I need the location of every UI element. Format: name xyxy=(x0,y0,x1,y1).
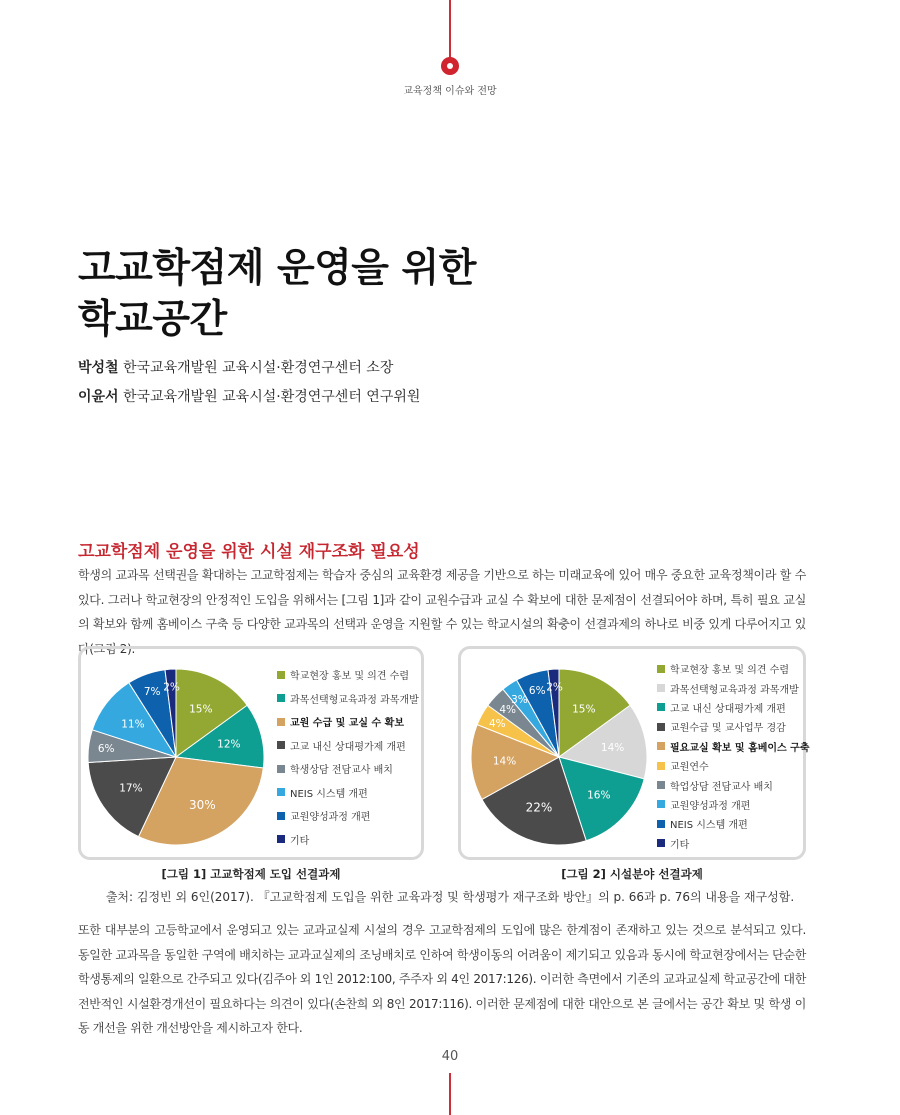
chart1-slice-label-1: 12% xyxy=(217,738,241,751)
section-heading: 고교학점제 운영을 위한 시설 재구조화 필요성 xyxy=(78,542,420,562)
chart2-legend-swatch-4 xyxy=(657,742,665,750)
figure-2-legend xyxy=(657,659,810,853)
chart2-legend-item-2 xyxy=(657,698,810,717)
author-2 xyxy=(78,386,420,406)
chart2-legend-item-3 xyxy=(657,717,810,736)
chart1-legend-item-6 xyxy=(277,804,419,828)
chart1-legend-item-5 xyxy=(277,781,419,805)
chart1-slice-label-4: 6% xyxy=(97,743,115,756)
chart1-slice-label-7: 2% xyxy=(163,681,180,694)
chart2-legend-swatch-5 xyxy=(657,762,665,770)
chart1-legend-swatch-1 xyxy=(277,694,285,702)
figure-2-box xyxy=(458,646,810,860)
chart1-slice-label-3: 17% xyxy=(119,782,143,795)
chart1-legend-swatch-2 xyxy=(277,718,285,726)
chart2-slice-label-9: 2% xyxy=(546,681,563,694)
author-1-affiliation: 한국교육개발원 교육시설·환경연구센터 소장 xyxy=(123,360,394,376)
chart1-slice-label-0: 15% xyxy=(189,703,213,716)
chart2-legend-item-5 xyxy=(657,756,810,775)
chart1-slice-label-2: 30% xyxy=(188,797,216,812)
chart1-legend-label-2: 교원 수급 및 교실 수 확보 xyxy=(290,718,405,730)
title-line-2: 학교공간 xyxy=(78,296,227,342)
chart1-legend-label-0: 학교현장 홍보 및 의견 수렴 xyxy=(290,671,409,683)
paragraph-1: 학생의 교과목 선택권을 확대하는 고교학점제는 학습자 중심의 교육환경 제공을 기반으로 하는 미래교육에 있어 매우 중요한 교육정책이라 할 수 있다. 그러나 학교현장의 안정적인 도입을 위해서는 [그림 1]과 같이 교원수급과 교실 수 확보에 대한 문제점이 선결되어야 하며, 특히 필요 교실의 확보와 함께 홈베이스 구축 등 다양한 교과목의 선택과 운영을 지원할 수 있는 학교시설의 확충이 선결과제의 하나로 비중 있게 다루어지고 있다(그림 2). xyxy=(78,568,806,656)
chart2-legend-swatch-0 xyxy=(657,665,665,673)
title-line-1: 고교학점제 운영을 위한 xyxy=(78,245,476,291)
figure-source: 출처: 김정빈 외 6인(2017). 『고교학점제 도입을 위한 교육과정 및 학생평가 재구조화 방안』의 p. 66과 p. 76의 내용을 재구성함. xyxy=(105,890,795,904)
chart2-legend-label-3: 교원수급 및 교사업무 경감 xyxy=(670,723,786,735)
chart1-legend-swatch-5 xyxy=(277,788,285,796)
chart2-legend-swatch-8 xyxy=(657,820,665,828)
chart2-legend-label-6: 학업상담 전담교사 배치 xyxy=(670,781,773,793)
chart2-legend-item-1 xyxy=(657,678,810,697)
chart2-slice-label-0: 15% xyxy=(572,703,596,716)
article-title xyxy=(78,243,476,345)
bottom-accent-line xyxy=(449,1073,451,1115)
author-1 xyxy=(78,357,393,377)
chart2-legend-label-7: 교원양성과정 개편 xyxy=(670,800,751,812)
chart1-legend-label-6: 교원양성과정 개편 xyxy=(290,812,371,824)
chart2-legend-swatch-6 xyxy=(657,781,665,789)
chart1-legend-label-3: 고교 내신 상대평가제 개편 xyxy=(290,741,406,753)
chart2-legend-swatch-7 xyxy=(657,800,665,808)
chart2-slice-label-8: 6% xyxy=(528,685,546,698)
chart2-legend-swatch-3 xyxy=(657,723,665,731)
chart2-slice-label-3: 22% xyxy=(525,800,553,815)
chart1-legend-label-4: 학생상담 전담교사 배치 xyxy=(290,765,393,777)
chart2-legend-item-7 xyxy=(657,795,810,814)
chart2-legend-item-4 xyxy=(657,737,810,756)
chart1-legend-item-2 xyxy=(277,710,419,734)
chart1-legend-label-7: 기타 xyxy=(290,835,310,847)
chart2-legend-label-2: 고교 내신 상대평가제 개편 xyxy=(670,703,786,715)
chart1-legend-swatch-6 xyxy=(277,812,285,820)
chart2-legend-label-0: 학교현장 홍보 및 의견 수렴 xyxy=(670,665,789,677)
chart2-legend-item-6 xyxy=(657,775,810,794)
chart1-legend-swatch-3 xyxy=(277,741,285,749)
chart2-legend-item-9 xyxy=(657,834,810,853)
chart1-legend-item-7 xyxy=(277,828,419,852)
chart1-legend-item-4 xyxy=(277,757,419,781)
top-accent-dot xyxy=(441,57,459,75)
chart2-legend-label-8: NEIS 시스템 개편 xyxy=(670,820,748,832)
chart2-legend-label-4: 필요교실 확보 및 홈베이스 구축 xyxy=(670,742,810,754)
chart2-slice-label-1: 14% xyxy=(600,741,625,754)
chart1-legend-swatch-4 xyxy=(277,765,285,773)
author-2-affiliation: 한국교육개발원 교육시설·환경연구센터 연구위원 xyxy=(123,389,421,405)
figure-1-caption: [그림 1] 고교학점제 도입 선결과제 xyxy=(161,867,341,881)
chart1-legend-swatch-7 xyxy=(277,835,285,843)
figure-2-caption: [그림 2] 시설분야 선결과제 xyxy=(561,867,703,881)
author-2-name: 이윤서 xyxy=(78,389,119,405)
chart2-slice-label-7: 3% xyxy=(511,693,528,706)
chart2-legend-item-8 xyxy=(657,814,810,833)
chart2-legend-swatch-1 xyxy=(657,684,665,692)
page-number: 40 xyxy=(441,1049,459,1064)
author-1-name: 박성철 xyxy=(78,360,119,376)
chart2-legend-swatch-9 xyxy=(657,839,665,847)
chart1-slice-label-5: 11% xyxy=(121,718,145,731)
chart2-legend-label-5: 교원연수 xyxy=(670,762,709,774)
chart1-legend-item-3 xyxy=(277,734,419,758)
chart1-legend-item-1 xyxy=(277,687,419,711)
chart2-legend-label-9: 기타 xyxy=(670,839,690,851)
chart2-legend-label-1: 과목선택형교육과정 과목개발 xyxy=(670,684,799,696)
paragraph-2: 또한 대부분의 고등학교에서 운영되고 있는 교과교실제 시설의 경우 고교학점제의 도입에 많은 한계점이 존재하고 있는 것으로 분석되고 있다. 동일한 교과목을 동일한 구역에 배치하는 교과교실제의 조닝배치로 인하여 학생이동의 어려움이 제기되고 있음과 동시에 학교현장에서는 단순한 학생통제의 일환으로 간주되고 있다(김주아 외 1인 2012:100, 주주자 외 4인 2017:126). 이러한 측면에서 기존의 교과교실제 학교공간에 대한 전반적인 시설환경개선이 필요하다는 의견이 있다(손찬희 외 8인 2017:116). 이러한 문제점에 대한 대안으로 본 글에서는 공간 확보 및 학생 이동 개선을 위한 개선방안을 제시하고자 한다. xyxy=(78,923,806,1035)
chart2-slice-label-5: 4% xyxy=(488,718,506,731)
chart2-legend-item-0 xyxy=(657,659,810,678)
chart1-slice-label-6: 7% xyxy=(143,685,161,698)
chart1-legend-item-0 xyxy=(277,663,419,687)
chart1-legend-swatch-0 xyxy=(277,671,285,679)
chart2-slice-label-6: 4% xyxy=(499,703,517,716)
chart1-legend-label-5: NEIS 시스템 개편 xyxy=(290,788,368,800)
chart2-legend-swatch-2 xyxy=(657,703,665,711)
figure-1-legend xyxy=(277,663,419,851)
top-accent-line xyxy=(449,0,451,58)
series-label: 교육정책 이슈와 전망 xyxy=(403,86,497,97)
chart1-legend-label-1: 과목선택형교육과정 과목개발 xyxy=(290,694,419,706)
chart2-slice-label-4: 14% xyxy=(492,755,517,768)
figure-1-box xyxy=(78,646,424,860)
chart2-slice-label-2: 16% xyxy=(587,789,611,802)
